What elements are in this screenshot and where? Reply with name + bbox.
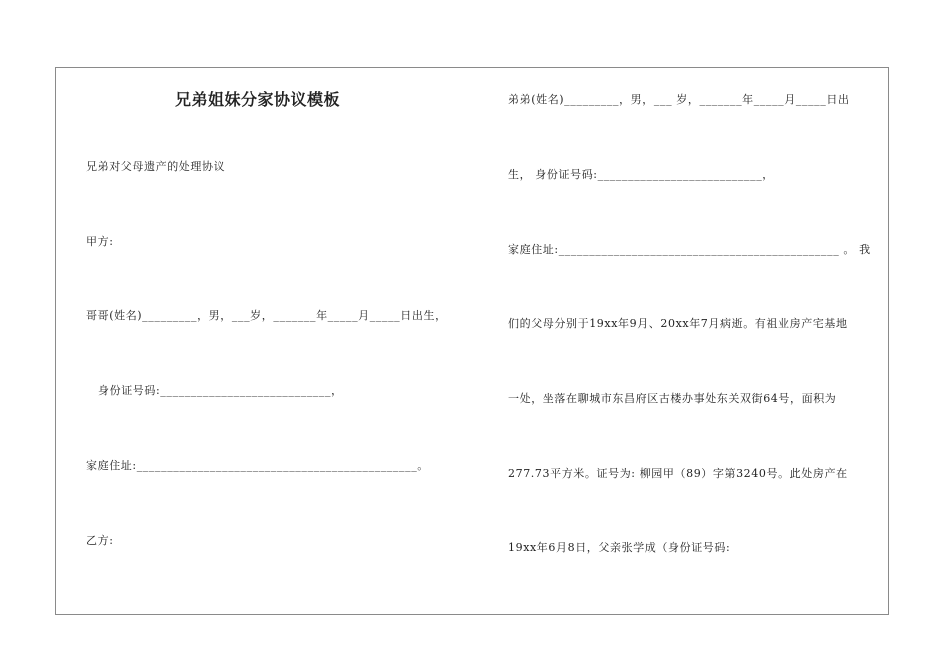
party-a-label: 甲方: [86,235,114,248]
right-text-line-5: 一处，坐落在聊城市东昌府区古楼办事处东关双街64号，面积为 [508,392,837,405]
right-text-line-4: 们的父母分别于19xx年9月、20xx年7月病逝。有祖业房产宅基地 [508,317,848,330]
right-text-line-6: 277.73平方米。证号为: 柳园甲（89）字第3240号。此处房产在 [508,467,848,480]
party-b-label: 乙方: [86,534,114,547]
right-text-line-1: 弟弟(姓名)_________，男，___ 岁，_______年_____月_____日出 [508,93,850,106]
right-text-line-2: 生， 身份证号码:___________________________， [508,168,774,181]
brother-id-line: 身份证号码:____________________________， [98,384,343,397]
document-title: 兄弟姐妹分家协议模板 [175,90,341,109]
document-frame [55,67,889,615]
brother-info-line: 哥哥(姓名)_________，男，___岁，_______年_____月_____日出生， [86,309,447,322]
brother-address-line: 家庭住址:______________________________________________。 [86,459,429,472]
right-text-line-3: 家庭住址:______________________________________________ 。 我 [508,243,871,256]
right-text-line-7: 19xx年6月8日，父亲张学成（身份证号码: [508,541,731,554]
agreement-subtitle: 兄弟对父母遗产的处理协议 [86,160,226,173]
